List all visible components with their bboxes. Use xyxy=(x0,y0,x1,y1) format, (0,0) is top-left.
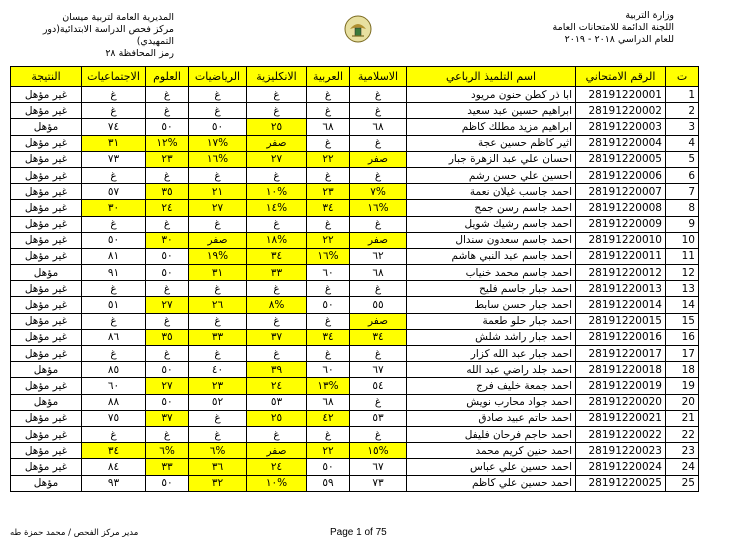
grade-cell: ٥٣ xyxy=(350,410,407,426)
grade-cell: غ xyxy=(146,103,189,119)
result-cell: غير مؤهل xyxy=(11,167,82,183)
grade-cell: ٢٥ xyxy=(247,410,307,426)
grade-cell: %١٠ xyxy=(247,475,307,491)
grade-cell: ٥٧ xyxy=(82,184,146,200)
grade-cell: غ xyxy=(350,216,407,232)
student-name: احمد جبار عبد الله كزار xyxy=(407,346,576,362)
grade-cell: غ xyxy=(307,426,350,442)
grade-cell: %١٦ xyxy=(350,200,407,216)
grade-cell: ٥٣ xyxy=(247,394,307,410)
grade-cell: غ xyxy=(247,87,307,103)
grade-cell: غ xyxy=(146,426,189,442)
grade-cell: ٢٢ xyxy=(307,232,350,248)
result-cell: غير مؤهل xyxy=(11,313,82,329)
student-name: احمد حاجم فرحان فليفل xyxy=(407,426,576,442)
grade-cell: %٦ xyxy=(189,443,247,459)
grade-cell: ٣٥ xyxy=(146,184,189,200)
exam-number: 28191220010 xyxy=(576,232,666,248)
grade-cell: ٦٨ xyxy=(307,394,350,410)
grade-cell: ٦٠ xyxy=(307,265,350,281)
row-number: 9 xyxy=(666,216,699,232)
grade-cell: %١٩ xyxy=(189,248,247,264)
table-row xyxy=(11,103,699,119)
column-header: العلوم xyxy=(146,67,189,87)
grade-cell: %٧ xyxy=(350,184,407,200)
grade-cell: غ xyxy=(189,87,247,103)
grade-cell: صفر xyxy=(350,232,407,248)
grade-cell: ٥١ xyxy=(82,297,146,313)
row-number: 25 xyxy=(666,475,699,491)
exam-number: 28191220020 xyxy=(576,394,666,410)
row-number: 24 xyxy=(666,459,699,475)
grade-cell: غ xyxy=(350,394,407,410)
page-number: Page 1 of 75 xyxy=(330,527,387,538)
table-row xyxy=(11,151,699,167)
header-right-line-3: للعام الدراسي ٢٠١٨ - ٢٠١٩ xyxy=(564,34,674,45)
grade-cell: غ xyxy=(82,216,146,232)
column-header: الاسلامية xyxy=(350,67,407,87)
grade-cell: ٥٠ xyxy=(307,297,350,313)
column-header: الرياضيات xyxy=(189,67,247,87)
grade-cell: غ xyxy=(247,346,307,362)
grade-cell: ٥٠ xyxy=(146,362,189,378)
student-name: احمد حسين علي عباس xyxy=(407,459,576,475)
grade-cell: ٣٧ xyxy=(146,410,189,426)
exam-number: 28191220004 xyxy=(576,135,666,151)
iraq-emblem-icon xyxy=(343,14,373,44)
table-row xyxy=(11,329,699,345)
grade-cell: غ xyxy=(189,426,247,442)
grade-cell: ٦٨ xyxy=(350,265,407,281)
grade-cell: ٧٣ xyxy=(82,151,146,167)
grade-cell: ٥٢ xyxy=(189,394,247,410)
grade-cell: ٤٠ xyxy=(189,362,247,378)
exam-number: 28191220013 xyxy=(576,281,666,297)
grade-cell: ٥٥ xyxy=(350,297,407,313)
grade-cell: ٥٠ xyxy=(146,265,189,281)
grade-cell: ٦٨ xyxy=(350,119,407,135)
result-cell: غير مؤهل xyxy=(11,248,82,264)
row-number: 2 xyxy=(666,103,699,119)
grade-cell: غ xyxy=(247,167,307,183)
student-name: احمد حنين كريم محمد xyxy=(407,443,576,459)
grade-cell: ٣٥ xyxy=(146,329,189,345)
table-row xyxy=(11,119,699,135)
exam-number: 28191220005 xyxy=(576,151,666,167)
grade-cell: غ xyxy=(82,103,146,119)
grade-cell: ٢٧ xyxy=(189,200,247,216)
row-number: 8 xyxy=(666,200,699,216)
grade-cell: غ xyxy=(189,281,247,297)
table-row xyxy=(11,313,699,329)
result-cell: غير مؤهل xyxy=(11,281,82,297)
table-row xyxy=(11,232,699,248)
grade-cell: ٣١ xyxy=(82,135,146,151)
grade-cell: ٢٦ xyxy=(189,297,247,313)
exam-number: 28191220018 xyxy=(576,362,666,378)
column-header: الرقم الامتحاني xyxy=(576,67,666,87)
grade-cell: ٨٤ xyxy=(82,459,146,475)
grade-cell: %١٦ xyxy=(307,248,350,264)
grade-cell: ٣١ xyxy=(189,265,247,281)
row-number: 4 xyxy=(666,135,699,151)
table-row xyxy=(11,248,699,264)
student-name: احمد حاتم عبيد صادق xyxy=(407,410,576,426)
grade-cell: صفر xyxy=(189,232,247,248)
grade-cell: %٨ xyxy=(247,297,307,313)
grade-cell: صفر xyxy=(350,151,407,167)
grade-cell: ٣٠ xyxy=(82,200,146,216)
header-right-line-2: اللجنة الدائمة للامتحانات العامة xyxy=(552,22,674,33)
grade-cell: غ xyxy=(247,103,307,119)
row-number: 5 xyxy=(666,151,699,167)
grade-cell: ٥٠ xyxy=(189,119,247,135)
grade-cell: %٦ xyxy=(146,443,189,459)
grade-cell: ٣٤ xyxy=(82,443,146,459)
grade-cell: غ xyxy=(247,216,307,232)
grade-cell: ٦٢ xyxy=(350,248,407,264)
header-left-line-1: المديرية العامة لتربية ميسان xyxy=(62,12,174,23)
exam-number: 28191220007 xyxy=(576,184,666,200)
grade-cell: %١٥ xyxy=(350,443,407,459)
student-name: احمد حسين علي كاظم xyxy=(407,475,576,491)
grade-cell: ٣٧ xyxy=(247,329,307,345)
grade-cell: ٥٠ xyxy=(82,232,146,248)
grade-cell: ٨٦ xyxy=(82,329,146,345)
student-name: احمد جلد راضي عبد الله xyxy=(407,362,576,378)
header-directorate xyxy=(4,12,174,60)
exam-number: 28191220001 xyxy=(576,87,666,103)
grade-cell: ٣٤ xyxy=(350,329,407,345)
student-name: احمد جبار حلو طعمة xyxy=(407,313,576,329)
exam-number: 28191220024 xyxy=(576,459,666,475)
grade-cell: غ xyxy=(82,281,146,297)
grade-cell: غ xyxy=(307,346,350,362)
grade-cell: ٣٣ xyxy=(247,265,307,281)
row-number: 20 xyxy=(666,394,699,410)
grade-cell: غ xyxy=(146,313,189,329)
exam-number: 28191220017 xyxy=(576,346,666,362)
student-name: احمد جواد محارب نويش xyxy=(407,394,576,410)
grade-cell: ٢٤ xyxy=(247,378,307,394)
exam-number: 28191220012 xyxy=(576,265,666,281)
grade-cell: ٣٦ xyxy=(189,459,247,475)
grade-cell: %١٠ xyxy=(247,184,307,200)
student-name: احمد جاسم عبد النبي هاشم xyxy=(407,248,576,264)
grade-cell: صفر xyxy=(247,135,307,151)
result-cell: غير مؤهل xyxy=(11,151,82,167)
grade-cell: ٥٠ xyxy=(146,119,189,135)
result-cell: غير مؤهل xyxy=(11,216,82,232)
grade-cell: ٣٢ xyxy=(189,475,247,491)
column-header: العربية xyxy=(307,67,350,87)
result-cell: غير مؤهل xyxy=(11,443,82,459)
grade-cell: ٧٥ xyxy=(82,410,146,426)
column-header: الاجتماعيات xyxy=(82,67,146,87)
grade-cell: ٢٢ xyxy=(307,443,350,459)
grade-cell: ٣٤ xyxy=(307,200,350,216)
row-number: 14 xyxy=(666,297,699,313)
grade-cell: ٣٠ xyxy=(146,232,189,248)
grade-cell: ٥٤ xyxy=(350,378,407,394)
result-cell: مؤهل xyxy=(11,394,82,410)
student-name: احمد جاسب غيلان نعمة xyxy=(407,184,576,200)
signature-line: مدير مركز الفحص / محمد حمزة طه xyxy=(10,528,139,538)
grade-cell: ٥٠ xyxy=(307,459,350,475)
table-row xyxy=(11,281,699,297)
grade-cell: غ xyxy=(247,426,307,442)
grade-cell: ٢٧ xyxy=(247,151,307,167)
grade-cell: غ xyxy=(350,346,407,362)
table-row xyxy=(11,87,699,103)
grade-cell: غ xyxy=(189,103,247,119)
result-cell: مؤهل xyxy=(11,362,82,378)
grade-cell: ٤٢ xyxy=(307,410,350,426)
grade-cell: %١٢ xyxy=(146,135,189,151)
student-name: احسان علي عبد الزهرة جبار xyxy=(407,151,576,167)
exam-number: 28191220025 xyxy=(576,475,666,491)
result-cell: غير مؤهل xyxy=(11,200,82,216)
grade-cell: ٩١ xyxy=(82,265,146,281)
grade-cell: %١٧ xyxy=(189,135,247,151)
table-row xyxy=(11,200,699,216)
row-number: 21 xyxy=(666,410,699,426)
grade-cell: غ xyxy=(82,346,146,362)
table-row xyxy=(11,346,699,362)
grade-cell: غ xyxy=(307,135,350,151)
exam-number: 28191220022 xyxy=(576,426,666,442)
grade-cell: غ xyxy=(350,167,407,183)
grade-cell: ٢٤ xyxy=(146,200,189,216)
grade-cell: ٦٠ xyxy=(307,362,350,378)
grade-cell: غ xyxy=(146,346,189,362)
grade-cell: غ xyxy=(189,410,247,426)
row-number: 15 xyxy=(666,313,699,329)
grade-cell: ٥٠ xyxy=(146,248,189,264)
grade-cell: ٢٤ xyxy=(247,459,307,475)
result-cell: مؤهل xyxy=(11,475,82,491)
header-left-line-3: رمز المحافظة ٢٨ xyxy=(105,48,174,59)
row-number: 11 xyxy=(666,248,699,264)
grade-cell: ٧٣ xyxy=(350,475,407,491)
result-cell: مؤهل xyxy=(11,119,82,135)
row-number: 10 xyxy=(666,232,699,248)
grade-cell: ٢١ xyxy=(189,184,247,200)
row-number: 7 xyxy=(666,184,699,200)
table-row xyxy=(11,394,699,410)
grade-cell: غ xyxy=(307,87,350,103)
exam-number: 28191220011 xyxy=(576,248,666,264)
table-row xyxy=(11,135,699,151)
result-cell: غير مؤهل xyxy=(11,87,82,103)
table-row xyxy=(11,426,699,442)
grade-cell: ٢٧ xyxy=(146,378,189,394)
result-cell: غير مؤهل xyxy=(11,378,82,394)
row-number: 1 xyxy=(666,87,699,103)
table-row xyxy=(11,475,699,491)
exam-number: 28191220016 xyxy=(576,329,666,345)
grade-cell: %١٤ xyxy=(247,200,307,216)
grade-cell: ٨١ xyxy=(82,248,146,264)
table-row xyxy=(11,459,699,475)
grade-cell: ٦٧ xyxy=(350,362,407,378)
row-number: 23 xyxy=(666,443,699,459)
row-number: 17 xyxy=(666,346,699,362)
exam-number: 28191220019 xyxy=(576,378,666,394)
grade-cell: غ xyxy=(189,346,247,362)
grade-cell: ٥٩ xyxy=(307,475,350,491)
table-row xyxy=(11,443,699,459)
grade-cell: %١٨ xyxy=(247,232,307,248)
result-cell: غير مؤهل xyxy=(11,103,82,119)
table-row xyxy=(11,297,699,313)
table-row xyxy=(11,167,699,183)
result-cell: غير مؤهل xyxy=(11,410,82,426)
grade-cell: غ xyxy=(82,87,146,103)
row-number: 3 xyxy=(666,119,699,135)
row-number: 16 xyxy=(666,329,699,345)
table-row xyxy=(11,410,699,426)
row-number: 19 xyxy=(666,378,699,394)
grade-cell: غ xyxy=(350,426,407,442)
student-name: احمد جاسم محمد خنياب xyxy=(407,265,576,281)
grade-cell: غ xyxy=(82,313,146,329)
grade-cell: غ xyxy=(146,216,189,232)
grade-cell: ٥٠ xyxy=(146,475,189,491)
exam-number: 28191220008 xyxy=(576,200,666,216)
grade-cell: ٣٣ xyxy=(146,459,189,475)
result-cell: غير مؤهل xyxy=(11,135,82,151)
student-name: احمد جاسم سعدون سندال xyxy=(407,232,576,248)
row-number: 6 xyxy=(666,167,699,183)
column-header: ت xyxy=(666,67,699,87)
table-header-row xyxy=(11,67,699,87)
exam-number: 28191220009 xyxy=(576,216,666,232)
grade-cell: صفر xyxy=(350,313,407,329)
grade-cell: غ xyxy=(307,216,350,232)
grade-cell: ٩٣ xyxy=(82,475,146,491)
result-cell: غير مؤهل xyxy=(11,232,82,248)
grade-cell: %١٦ xyxy=(189,151,247,167)
table-body xyxy=(11,87,699,492)
row-number: 12 xyxy=(666,265,699,281)
grade-cell: ٦٠ xyxy=(82,378,146,394)
exam-number: 28191220002 xyxy=(576,103,666,119)
student-name: احمد جبار راشد شلش xyxy=(407,329,576,345)
grade-cell: غ xyxy=(146,281,189,297)
result-cell: غير مؤهل xyxy=(11,459,82,475)
header-left-line-2: مركز فحص الدراسة الابتدائية(دور التمهيدي) xyxy=(42,24,174,47)
exam-number: 28191220003 xyxy=(576,119,666,135)
table-row xyxy=(11,362,699,378)
grade-cell: ٢٣ xyxy=(146,151,189,167)
row-number: 13 xyxy=(666,281,699,297)
table-row xyxy=(11,378,699,394)
grade-cell: غ xyxy=(307,281,350,297)
exam-number: 28191220015 xyxy=(576,313,666,329)
table-row xyxy=(11,265,699,281)
student-name: ابراهيم مزيد مطلك كاظم xyxy=(407,119,576,135)
student-name: اثير كاظم حسين عجة xyxy=(407,135,576,151)
grade-cell: ٧٤ xyxy=(82,119,146,135)
grade-cell: غ xyxy=(189,167,247,183)
grade-cell: ٣٤ xyxy=(247,248,307,264)
results-table xyxy=(10,66,699,492)
grade-cell: صفر xyxy=(247,443,307,459)
header-ministry xyxy=(484,10,674,46)
grade-cell: غ xyxy=(189,313,247,329)
grade-cell: غ xyxy=(247,281,307,297)
header-right-line-1: وزارة التربية xyxy=(625,10,674,21)
result-cell: مؤهل xyxy=(11,265,82,281)
student-name: احمد جاسم رسن جمح xyxy=(407,200,576,216)
row-number: 22 xyxy=(666,426,699,442)
result-cell: غير مؤهل xyxy=(11,426,82,442)
grade-cell: ٢٥ xyxy=(247,119,307,135)
grade-cell: ٨٨ xyxy=(82,394,146,410)
result-cell: غير مؤهل xyxy=(11,329,82,345)
result-cell: غير مؤهل xyxy=(11,297,82,313)
grade-cell: ٢٣ xyxy=(189,378,247,394)
grade-cell: غ xyxy=(307,103,350,119)
grade-cell: ٦٨ xyxy=(307,119,350,135)
grade-cell: ٣٤ xyxy=(307,329,350,345)
result-cell: غير مؤهل xyxy=(11,184,82,200)
exam-number: 28191220014 xyxy=(576,297,666,313)
grade-cell: ٨٥ xyxy=(82,362,146,378)
grade-cell: ٢٧ xyxy=(146,297,189,313)
row-number: 18 xyxy=(666,362,699,378)
student-name: احمد جبار جاسم فليح xyxy=(407,281,576,297)
grade-cell: غ xyxy=(146,87,189,103)
grade-cell: %١٣ xyxy=(307,378,350,394)
student-name: احسين علي حسن رشم xyxy=(407,167,576,183)
table-row xyxy=(11,216,699,232)
column-header: اسم التلميذ الرباعي xyxy=(407,67,576,87)
grade-cell: ٣٩ xyxy=(247,362,307,378)
grade-cell: غ xyxy=(189,216,247,232)
student-name: ابراهيم حسين عبد سعيد xyxy=(407,103,576,119)
grade-cell: غ xyxy=(350,135,407,151)
student-name: احمد جبار حسن سابط xyxy=(407,297,576,313)
grade-cell: ٥٠ xyxy=(146,394,189,410)
column-header: الانكليزية xyxy=(247,67,307,87)
exam-number: 28191220021 xyxy=(576,410,666,426)
grade-cell: ٢٣ xyxy=(307,184,350,200)
grade-cell: غ xyxy=(247,313,307,329)
grade-cell: غ xyxy=(82,426,146,442)
grade-cell: ٣٣ xyxy=(189,329,247,345)
grade-cell: ٢٢ xyxy=(307,151,350,167)
grade-cell: غ xyxy=(350,281,407,297)
column-header: النتيجة xyxy=(11,67,82,87)
student-name: احمد جمعة خليف فرج xyxy=(407,378,576,394)
grade-cell: غ xyxy=(146,167,189,183)
table-row xyxy=(11,184,699,200)
grade-cell: ٦٧ xyxy=(350,459,407,475)
grade-cell: غ xyxy=(82,167,146,183)
grade-cell: غ xyxy=(307,313,350,329)
student-name: احمد جاسم رشيك شويل xyxy=(407,216,576,232)
exam-number: 28191220023 xyxy=(576,443,666,459)
result-cell: غير مؤهل xyxy=(11,346,82,362)
student-name: ابا ذر كطن حنون مريود xyxy=(407,87,576,103)
grade-cell: غ xyxy=(350,87,407,103)
grade-cell: غ xyxy=(350,103,407,119)
exam-number: 28191220006 xyxy=(576,167,666,183)
grade-cell: غ xyxy=(307,167,350,183)
